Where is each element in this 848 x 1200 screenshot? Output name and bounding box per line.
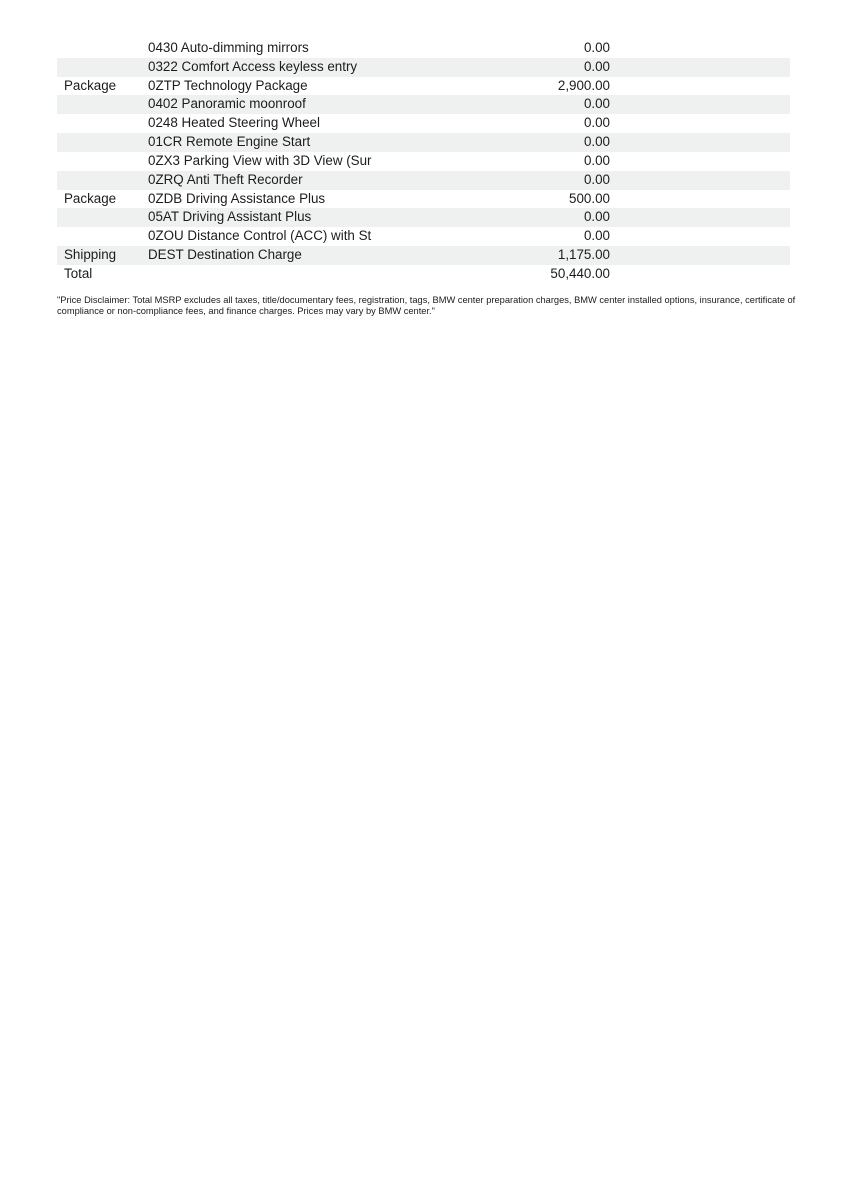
table-row: [57, 77, 790, 96]
item-cell: 0ZDB Driving Assistance Plus: [148, 190, 326, 206]
price-disclaimer-line-2: compliance or non-compliance fees, and finance charges. Prices may vary by BMW center.": [57, 305, 435, 316]
price-cell: 0.00: [583, 134, 610, 150]
item-cell: 0ZTP Technology Package: [148, 77, 308, 93]
item-cell: 0430 Auto-dimming mirrors: [148, 40, 309, 55]
price-disclaimer-line-1: "Price Disclaimer: Total MSRP excludes all taxes, title/documentary fees, registration, tags, BMW center preparation charges, BMW center installed options, insurance, certificate of: [57, 295, 796, 305]
table-row: [57, 190, 790, 209]
table-row: [57, 133, 790, 152]
item-cell: 0248 Heated Steering Wheel: [148, 115, 320, 131]
price-cell: 0.00: [583, 152, 610, 168]
table-row: [57, 208, 790, 227]
price-cell: 50,440.00: [550, 265, 610, 281]
price-disclaimer: [57, 295, 797, 316]
table-row: [57, 171, 790, 190]
table-row: [57, 114, 790, 133]
table-row: [57, 265, 790, 284]
price-cell: 0.00: [583, 115, 610, 131]
category-cell: Total: [64, 265, 93, 281]
price-cell: 0.00: [583, 209, 610, 225]
item-cell: 0402 Panoramic moonroof: [148, 96, 306, 112]
item-cell: 0322 Comfort Access keyless entry: [148, 58, 358, 74]
price-cell: 2,900.00: [557, 77, 610, 93]
price-cell: 500.00: [569, 190, 610, 206]
price-cell: 0.00: [583, 96, 610, 112]
options-pricing-table: [57, 39, 790, 284]
category-cell: Shipping: [64, 247, 117, 263]
price-cell: 1,175.00: [557, 247, 610, 263]
item-cell: 0ZRQ Anti Theft Recorder: [148, 171, 303, 187]
table-row: [57, 58, 790, 77]
item-cell: DEST Destination Charge: [148, 247, 302, 263]
item-cell: 0ZX3 Parking View with 3D View (Sur: [148, 152, 372, 168]
table-row: [57, 39, 790, 58]
item-cell: 01CR Remote Engine Start: [148, 134, 311, 150]
price-cell: 0.00: [583, 40, 610, 55]
table-row: [57, 246, 790, 265]
price-cell: 0.00: [583, 171, 610, 187]
category-cell: Package: [64, 190, 117, 206]
category-cell: Package: [64, 77, 117, 93]
table-row: [57, 227, 790, 246]
item-cell: 05AT Driving Assistant Plus: [148, 209, 312, 225]
price-cell: 0.00: [583, 228, 610, 244]
price-cell: 0.00: [583, 58, 610, 74]
item-cell: 0ZOU Distance Control (ACC) with St: [148, 228, 372, 244]
table-row: [57, 152, 790, 171]
table-row: [57, 95, 790, 114]
